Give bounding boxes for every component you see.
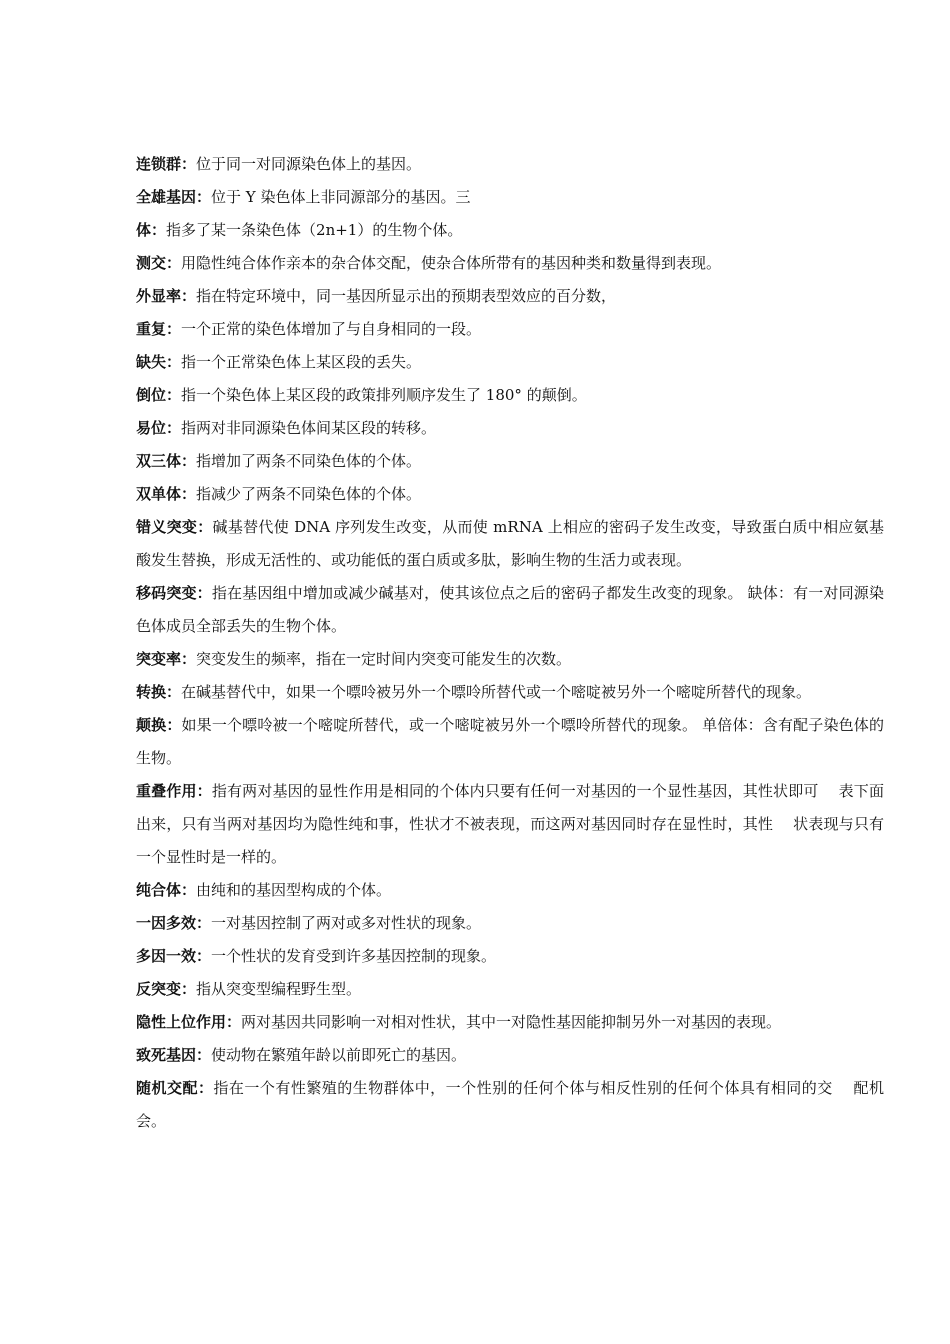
term-separator: ： bbox=[166, 683, 182, 701]
term: 突变率 bbox=[136, 650, 182, 668]
definition: 用隐性纯合体作亲本的杂合体交配，使杂合体所带有的基因种类和数量得到表现。 bbox=[181, 254, 722, 272]
term-separator: ： bbox=[196, 947, 212, 965]
entry-transversion bbox=[136, 709, 884, 775]
entry-penetrance bbox=[136, 280, 884, 313]
definition: 指一个正常染色体上某区段的丢失。 bbox=[181, 353, 422, 371]
definition: 突变发生的频率，指在一定时间内突变可能发生的次数。 bbox=[196, 650, 572, 668]
entry-homozygote bbox=[136, 874, 884, 907]
term: 致死基因 bbox=[136, 1046, 197, 1064]
term: 转换 bbox=[136, 683, 167, 701]
term: 重叠作用 bbox=[136, 782, 197, 800]
entry-inversion bbox=[136, 379, 884, 412]
definition: 如果一个嘌呤被一个嘧啶所替代，或一个嘧啶被另外一个嘌呤所替代的现象。 单倍体：含有配子染色体的生物。 bbox=[136, 716, 884, 767]
definition: 一对基因控制了两对或多对性状的现象。 bbox=[211, 914, 482, 932]
entry-lethal-gene bbox=[136, 1039, 884, 1072]
definition: 使动物在繁殖年龄以前即死亡的基因。 bbox=[211, 1046, 467, 1064]
term: 一因多效 bbox=[136, 914, 197, 932]
term-separator: ： bbox=[181, 650, 197, 668]
entry-testcross bbox=[136, 247, 884, 280]
definition: 指有两对基因的显性作用是相同的个体内只要有任何一对基因的一个显性基因，其性状即可 表下面出来，只有当两对基因均为隐性纯和事，性状才不被表现，而这两对基因同时存在显性时，其性 状表现与只有一个显性时是一样的。 bbox=[136, 782, 884, 866]
entry-frameshift-mutation bbox=[136, 577, 884, 643]
definition: 位于 Y 染色体上非同源部分的基因。三 bbox=[211, 188, 471, 206]
definition: 指两对非同源染色体间某区段的转移。 bbox=[181, 419, 437, 437]
term: 易位 bbox=[136, 419, 167, 437]
term: 倒位 bbox=[136, 386, 167, 404]
entry-translocation bbox=[136, 412, 884, 445]
term: 双三体 bbox=[136, 452, 182, 470]
definition: 指增加了两条不同染色体的个体。 bbox=[196, 452, 422, 470]
term: 纯合体 bbox=[136, 881, 182, 899]
definition: 指在一个有性繁殖的生物群体中，一个性别的任何个体与相反性别的任何个体具有相同的交 配机会。 bbox=[136, 1079, 884, 1130]
term: 反突变 bbox=[136, 980, 182, 998]
term-separator: ： bbox=[181, 485, 197, 503]
entry-pleiotropy bbox=[136, 907, 884, 940]
term-separator: ： bbox=[166, 386, 182, 404]
definition: 指在特定环境中，同一基因所显示出的预期表型效应的百分数， bbox=[196, 287, 617, 305]
entry-double-trisomic bbox=[136, 445, 884, 478]
definition: 一个正常的染色体增加了与自身相同的一段。 bbox=[181, 320, 482, 338]
term: 外显率 bbox=[136, 287, 182, 305]
term: 移码突变 bbox=[136, 584, 197, 602]
entry-linkage-group bbox=[136, 148, 884, 181]
definition: 指多了某一条染色体（2n+1）的生物个体。 bbox=[166, 221, 463, 239]
term-separator: ： bbox=[181, 452, 197, 470]
term-separator: ： bbox=[196, 584, 212, 602]
entry-deletion bbox=[136, 346, 884, 379]
term: 颠换 bbox=[136, 716, 167, 734]
definition: 碱基替代使 DNA 序列发生改变，从而使 mRNA 上相应的密码子发生改变，导致蛋白质中相应氨基酸发生替换，形成无活性的、或功能低的蛋白质或多肽，影响生物的生活力或表现。 bbox=[136, 518, 884, 569]
definition: 位于同一对同源染色体上的基因。 bbox=[196, 155, 422, 173]
term: 体 bbox=[136, 221, 152, 239]
term-separator: ： bbox=[196, 914, 212, 932]
entry-mutation-rate bbox=[136, 643, 884, 676]
term: 缺失 bbox=[136, 353, 167, 371]
entry-missense-mutation bbox=[136, 511, 884, 577]
entry-polygenic-effect bbox=[136, 940, 884, 973]
definition: 指减少了两条不同染色体的个体。 bbox=[196, 485, 422, 503]
term-separator: ： bbox=[166, 353, 182, 371]
entry-random-mating bbox=[136, 1072, 884, 1138]
entry-duplication bbox=[136, 313, 884, 346]
term-separator: ： bbox=[197, 1079, 214, 1097]
term: 双单体 bbox=[136, 485, 182, 503]
entry-duplicate-effect bbox=[136, 775, 884, 874]
term-separator: ： bbox=[166, 320, 182, 338]
term-separator: ： bbox=[181, 155, 197, 173]
term: 隐性上位作用 bbox=[136, 1013, 227, 1031]
term-separator: ： bbox=[196, 1046, 212, 1064]
term: 测交 bbox=[136, 254, 167, 272]
term: 连锁群 bbox=[136, 155, 182, 173]
term: 全雄基因 bbox=[136, 188, 197, 206]
entry-holandric-gene bbox=[136, 181, 884, 214]
term-separator: ： bbox=[197, 518, 213, 536]
term: 错义突变 bbox=[136, 518, 198, 536]
term-separator: ： bbox=[181, 980, 197, 998]
term: 重复 bbox=[136, 320, 167, 338]
term-separator: ： bbox=[181, 881, 197, 899]
term-separator: ： bbox=[226, 1013, 242, 1031]
term-separator: ： bbox=[196, 782, 212, 800]
entry-trisomic bbox=[136, 214, 884, 247]
definition: 在碱基替代中，如果一个嘌呤被另外一个嘌呤所替代或一个嘧啶被另外一个嘧啶所替代的现象。 bbox=[181, 683, 812, 701]
definition: 指在基因组中增加或减少碱基对，使其该位点之后的密码子都发生改变的现象。 缺体：有一对同源染色体成员全部丢失的生物个体。 bbox=[136, 584, 884, 635]
entry-reverse-mutation bbox=[136, 973, 884, 1006]
term-separator: ： bbox=[166, 254, 182, 272]
term: 多因一效 bbox=[136, 947, 197, 965]
definition: 指一个染色体上某区段的政策排列顺序发生了 180° 的颠倒。 bbox=[181, 386, 587, 404]
definition: 指从突变型编程野生型。 bbox=[196, 980, 362, 998]
term-separator: ： bbox=[196, 188, 212, 206]
definition: 一个性状的发育受到许多基因控制的现象。 bbox=[211, 947, 497, 965]
definition: 由纯和的基因型构成的个体。 bbox=[196, 881, 392, 899]
term-separator: ： bbox=[166, 716, 182, 734]
entry-double-monosomic bbox=[136, 478, 884, 511]
term-separator: ： bbox=[151, 221, 167, 239]
term-separator: ： bbox=[181, 287, 197, 305]
entry-recessive-epistasis bbox=[136, 1006, 884, 1039]
term-separator: ： bbox=[166, 419, 182, 437]
document-page bbox=[136, 148, 884, 1138]
definition: 两对基因共同影响一对相对性状，其中一对隐性基因能抑制另外一对基因的表现。 bbox=[241, 1013, 782, 1031]
term: 随机交配 bbox=[136, 1079, 198, 1097]
entry-transition bbox=[136, 676, 884, 709]
